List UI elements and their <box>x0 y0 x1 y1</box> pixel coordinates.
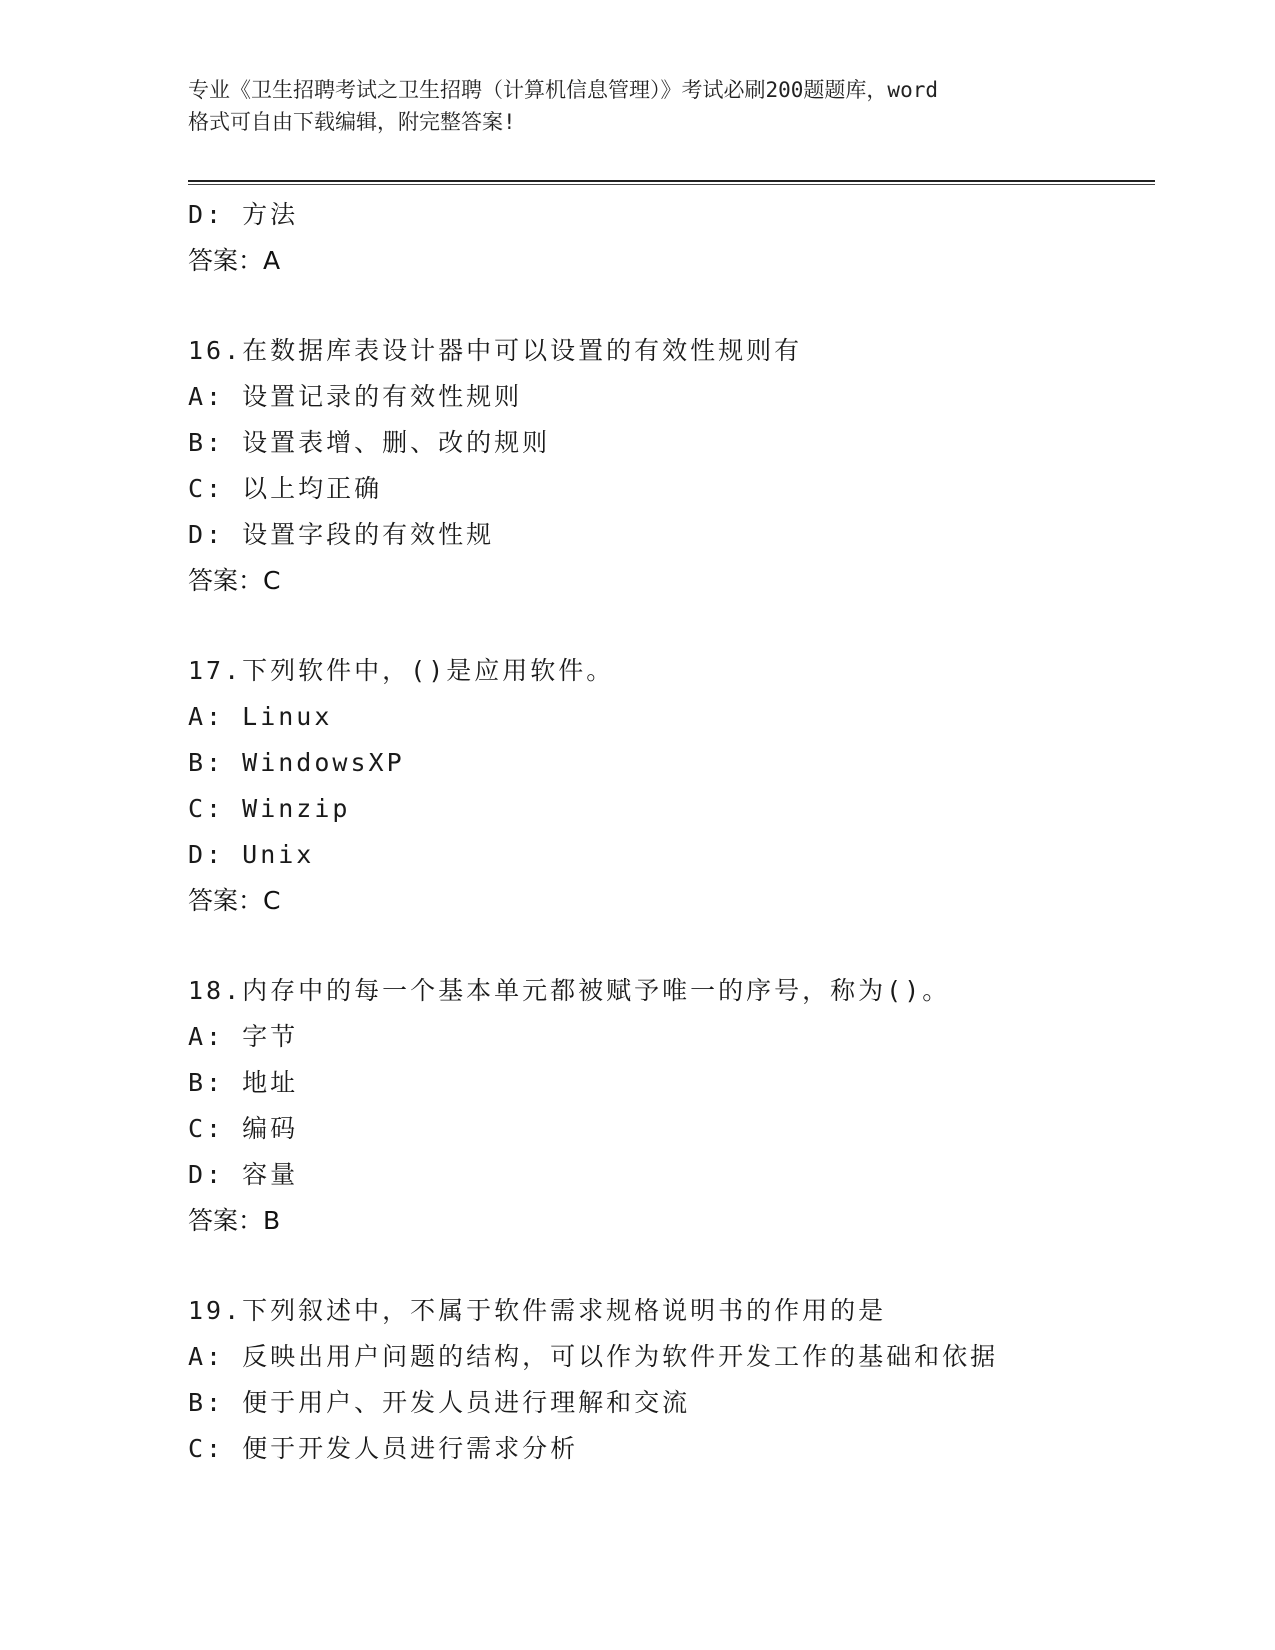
answer-line: 答案：C <box>188 566 281 595</box>
page-header <box>188 74 1088 138</box>
option-a: A: Linux <box>188 702 333 731</box>
question-18 <box>188 968 1155 1244</box>
answer-line: 答案：C <box>188 886 281 915</box>
option-c: C: Winzip <box>188 794 351 823</box>
header-title-line-1: 专业《卫生招聘考试之卫生招聘（计算机信息管理）》考试必刷200题题库，word <box>188 78 938 102</box>
previous-question-tail <box>188 192 1155 284</box>
option-a: A: 设置记录的有效性规则 <box>188 382 523 411</box>
option-d: D: 设置字段的有效性规 <box>188 520 495 549</box>
option-a: A: 字节 <box>188 1022 299 1051</box>
answer-line: 答案：A <box>188 246 281 275</box>
question-stem: 16.在数据库表设计器中可以设置的有效性规则有 <box>188 336 803 365</box>
question-19 <box>188 1288 1155 1472</box>
header-title-line-2: 格式可自由下载编辑，附完整答案! <box>188 110 516 134</box>
option-a: A: 反映出用户问题的结构，可以作为软件开发工作的基础和依据 <box>188 1342 999 1371</box>
question-stem: 19.下列叙述中，不属于软件需求规格说明书的作用的是 <box>188 1296 887 1325</box>
question-list <box>188 192 1155 1472</box>
option-d: D: 方法 <box>188 200 299 229</box>
question-16 <box>188 328 1155 604</box>
option-c: C: 以上均正确 <box>188 474 383 503</box>
option-c: C: 便于开发人员进行需求分析 <box>188 1434 579 1463</box>
option-b: B: WindowsXP <box>188 748 405 777</box>
option-c: C: 编码 <box>188 1114 299 1143</box>
option-b: B: 便于用户、开发人员进行理解和交流 <box>188 1388 691 1417</box>
answer-line: 答案：B <box>188 1206 281 1235</box>
question-stem: 17.下列软件中，()是应用软件。 <box>188 656 615 685</box>
question-stem: 18.内存中的每一个基本单元都被赋予唯一的序号，称为()。 <box>188 976 951 1005</box>
option-d: D: 容量 <box>188 1160 299 1189</box>
header-divider <box>188 180 1155 182</box>
option-b: B: 设置表增、删、改的规则 <box>188 428 551 457</box>
question-17 <box>188 648 1155 924</box>
option-d: D: Unix <box>188 840 315 869</box>
header-divider-thin <box>188 184 1155 185</box>
option-b: B: 地址 <box>188 1068 299 1097</box>
